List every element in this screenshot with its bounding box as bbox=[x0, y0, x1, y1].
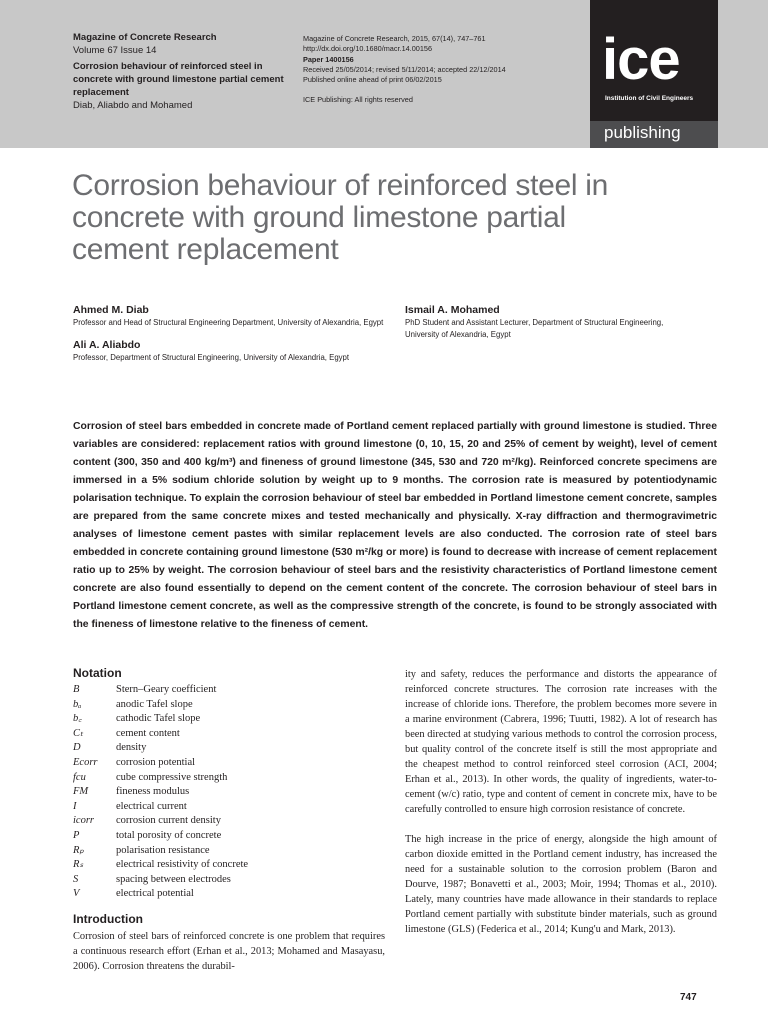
notation-symbol: P bbox=[73, 829, 80, 841]
running-authors: Diab, Aliabdo and Mohamed bbox=[73, 100, 193, 111]
notation-description: total porosity of concrete bbox=[116, 829, 222, 841]
volume-issue: Volume 67 Issue 14 bbox=[73, 45, 157, 56]
notation-row bbox=[73, 887, 383, 902]
abstract: Corrosion of steel bars embedded in concrete made of Portland cement replaced partially with ground limestone is studied. Three variables are considered: replacement ratios with ground limestone (0, 10, 15, 20 and 25% of cement by weight), level of cement content (300, 350 and 400 kg/m³) and fineness of ground limestone (345, 530 and 720 m²/kg). Reinforced concrete specimens are immersed in a 5% sodium chloride solution by weight up to 9 months. The corrosion rate is measured by potentiodynamic polarisation technique. To explain the corrosion behaviour of steel bar embedded in Portland limestone cement concrete, samples are prepared from the same concrete mixes and tested mechanically and physically. X-ray diffraction and thermogravimetric analyses of limestone cement pastes with similar replacement levels are also conducted. The corrosion rate of steel bars embedded in concrete containing ground limestone (530 m²/kg or more) is found to decrease with increase of cement replacement ratio up to 25% by weight. The corrosion behaviour of steel bars and the resistivity characteristics of Portland limestone cement concrete are also found essentially to depend on the cement content of the concrete. The corrosion behaviour of steel bars in Portland limestone cement concrete, as well as the compressive strength of the concrete, is found to be strongly associated with the fineness of limestone relative to the fineness of cement. bbox=[73, 421, 717, 630]
notation-symbol: fcu bbox=[73, 771, 86, 783]
notation-description: cathodic Tafel slope bbox=[116, 713, 201, 725]
magazine-name: Magazine of Concrete Research bbox=[73, 32, 217, 43]
notation-symbol: V bbox=[73, 888, 80, 900]
notation-description: corrosion potential bbox=[116, 756, 196, 768]
institution-name: Institution of Civil Engineers bbox=[605, 95, 694, 102]
ice-publishing-logo bbox=[590, 0, 718, 148]
page-number: 747 bbox=[680, 992, 697, 1003]
notation-description: corrosion current density bbox=[116, 815, 221, 827]
author-block bbox=[73, 339, 388, 364]
author-block bbox=[73, 304, 388, 329]
notation-row bbox=[73, 785, 383, 800]
author-affiliation: Professor and Head of Structural Engineering Department, University of Alexandria, Egypt bbox=[73, 318, 384, 327]
received-dates: Received 25/05/2014; revised 5/11/2014; accepted 22/12/2014 bbox=[303, 64, 506, 74]
notation-list bbox=[73, 683, 383, 902]
author-name: Ismail A. Mohamed bbox=[405, 304, 500, 316]
notation-description: cement content bbox=[116, 727, 180, 739]
introduction-paragraph: Corrosion of steel bars of reinforced concrete is one problem that requires a continuous research effort (Erhan et al., 2013; Mohamed and Masayasu, 2006). Corrosion threatens the durabil- bbox=[73, 931, 385, 972]
notation-description: electrical potential bbox=[116, 888, 194, 900]
notation-description: density bbox=[116, 742, 147, 754]
running-title: Corrosion behaviour of reinforced steel in concrete with ground limestone partial cement replacement bbox=[73, 61, 284, 98]
notation-symbol: b꜀ bbox=[73, 713, 82, 725]
notation-description: polarisation resistance bbox=[116, 844, 210, 856]
notation-row bbox=[73, 756, 383, 771]
notation-row bbox=[73, 771, 383, 786]
notation-row bbox=[73, 712, 383, 727]
notation-row bbox=[73, 844, 383, 859]
notation-description: spacing between electrodes bbox=[116, 873, 231, 885]
notation-row bbox=[73, 727, 383, 742]
author-affiliation: Professor, Department of Structural Engineering, University of Alexandria, Egypt bbox=[73, 353, 350, 362]
body-paragraph: The high increase in the price of energy, alongside the high amount of carbon dioxide emitted in the Portland cement industry, has increased the need for a sustainable solution to the corrosion problem (Baron and Dourve, 1987; Bonavetti et al., 2003; Moir, 1994; Thomas et al., 2010). Lately, many countries have made allowance in their standards to replace Portland cement partially with substitute binder materials, such as ground limestone (GLS) (Federica et al., 2014; Kung'u and Mark, 2013). bbox=[405, 834, 717, 935]
notation-symbol: bₐ bbox=[73, 698, 82, 710]
notation-description: anodic Tafel slope bbox=[116, 698, 193, 710]
author-name: Ali A. Aliabdo bbox=[73, 339, 141, 351]
notation-symbol: D bbox=[73, 742, 81, 754]
notation-symbol: B bbox=[73, 684, 80, 695]
notation-symbol: Rₚ bbox=[73, 844, 84, 856]
notation-description: fineness modulus bbox=[116, 786, 190, 798]
publication-details bbox=[303, 34, 573, 106]
notation-symbol: Cₜ bbox=[73, 727, 84, 739]
journal-info bbox=[73, 31, 298, 112]
notation-row bbox=[73, 829, 383, 844]
citation: Magazine of Concrete Research, 2015, 67(14), 747–761 bbox=[303, 34, 486, 43]
paper-number: Paper 1400156 bbox=[303, 54, 354, 64]
notation-heading: Notation bbox=[73, 666, 122, 680]
notation-symbol: S bbox=[73, 873, 79, 885]
published-date: Published online ahead of print 06/02/2015 bbox=[303, 75, 442, 85]
notation-row bbox=[73, 683, 383, 698]
notation-row bbox=[73, 741, 383, 756]
journal-header bbox=[0, 0, 768, 148]
notation-description: cube compressive strength bbox=[116, 771, 228, 783]
ice-logo-mark: ice bbox=[602, 27, 680, 92]
author-name: Ahmed M. Diab bbox=[73, 304, 149, 316]
author-affiliation: PhD Student and Assistant Lecturer, Department of Structural Engineering, University of Alexandria, Egypt bbox=[405, 318, 664, 339]
notation-symbol: icorr bbox=[73, 815, 94, 827]
body-paragraph: ity and safety, reduces the performance and distorts the appearance of reinforced concrete structures. The corrosion rate increases with the increase of chloride ions. Therefore, the problem becomes more severe in a marine environment (Cabrera, 1996; Tuutti, 1982). A lot of research has been directed at studying various methods to control the corrosion process, but quality control of the concrete itself is still the most appropriate and the cheapest method to control reinforced steel corrosion (ACI, 2004; Erhan et al., 2013). In other words, the quality of ingredients, water-to-cement (w/c) ratio, type and content of cement in concrete mix, have to be carefully controlled to ensure high corrosion resistance of concrete. bbox=[405, 669, 717, 815]
notation-section bbox=[73, 666, 383, 902]
notation-symbol: Rₛ bbox=[73, 859, 84, 871]
doi-link[interactable]: http://dx.doi.org/10.1680/macr.14.00156 bbox=[303, 44, 433, 54]
author-block bbox=[405, 304, 685, 340]
introduction-heading: Introduction bbox=[73, 912, 143, 926]
introduction-section bbox=[73, 912, 385, 974]
rights-notice: ICE Publishing: All rights reserved bbox=[303, 95, 413, 105]
notation-row bbox=[73, 858, 383, 873]
right-column bbox=[405, 667, 717, 937]
article-title: Corrosion behaviour of reinforced steel in concrete with ground limestone partial cement replacement bbox=[72, 169, 609, 266]
notation-description: electrical resistivity of concrete bbox=[116, 859, 249, 871]
notation-description: Stern–Geary coefficient bbox=[116, 684, 217, 695]
notation-row bbox=[73, 698, 383, 713]
notation-row bbox=[73, 814, 383, 829]
notation-row bbox=[73, 800, 383, 815]
notation-symbol: I bbox=[73, 800, 77, 812]
notation-symbol: FM bbox=[73, 786, 89, 798]
notation-description: electrical current bbox=[116, 800, 187, 812]
notation-row bbox=[73, 873, 383, 888]
notation-symbol: Ecorr bbox=[73, 756, 98, 768]
publishing-label: publishing bbox=[604, 123, 681, 142]
